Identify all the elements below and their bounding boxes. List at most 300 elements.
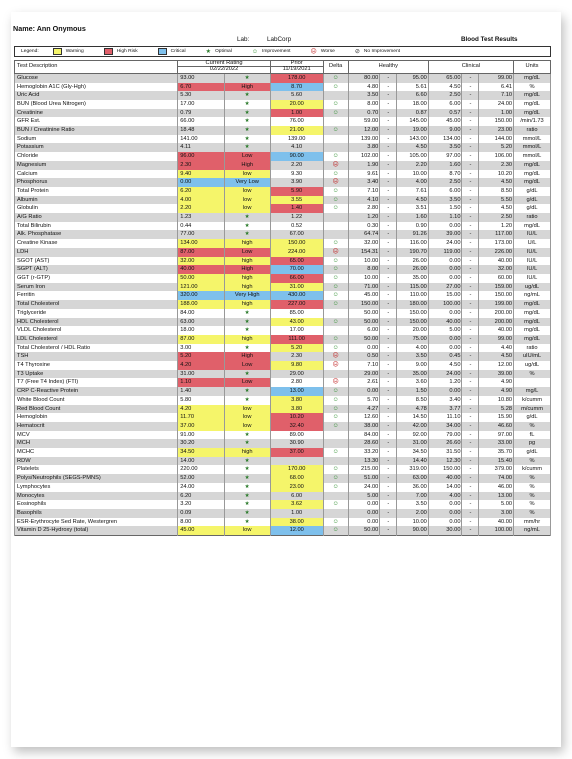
current-value: 134.00	[178, 239, 224, 248]
clinical-low: 27.00	[428, 283, 462, 292]
current-value: 4.00	[178, 196, 224, 205]
clinical-high: 2.30	[479, 161, 514, 170]
clinical-low: 0.00	[428, 265, 462, 274]
healthy-low: 64.74	[348, 230, 380, 239]
units: IU/L	[514, 230, 551, 239]
clinical-high: 40.00	[479, 326, 514, 335]
clinical-high: 32.00	[479, 265, 514, 274]
table-row	[15, 117, 551, 126]
improvement-icon: ☺	[323, 152, 348, 161]
units: m/cumm	[514, 405, 551, 414]
healthy-low: 50.00	[348, 335, 380, 344]
test-name: Glucose	[15, 73, 178, 82]
table-row	[15, 518, 551, 527]
table-row	[15, 291, 551, 300]
col-clinical: Clinical	[428, 61, 513, 74]
table-row	[15, 344, 551, 353]
clinical-high: 13.00	[479, 492, 514, 501]
healthy-low: 8.00	[348, 265, 380, 274]
healthy-high: 3.50	[397, 352, 429, 361]
table-row	[15, 161, 551, 170]
healthy-dash: -	[380, 387, 397, 396]
healthy-dash: -	[380, 474, 397, 483]
clinical-dash: -	[462, 465, 479, 474]
improvement-icon: ☺	[323, 100, 348, 109]
optimal-icon: ★	[224, 135, 270, 144]
clinical-dash: -	[462, 178, 479, 187]
prior-value: 89.00	[270, 431, 323, 440]
table-row	[15, 143, 551, 152]
clinical-dash: -	[462, 378, 479, 387]
healthy-dash: -	[380, 230, 397, 239]
clinical-high: 10.20	[479, 170, 514, 179]
healthy-low: 7.10	[348, 187, 380, 196]
clinical-low: 0.00	[428, 500, 462, 509]
optimal-icon: ★	[224, 387, 270, 396]
clinical-high: 5.28	[479, 405, 514, 414]
clinical-dash: -	[462, 143, 479, 152]
healthy-high: 2.20	[397, 161, 429, 170]
units: uIU/mL	[514, 352, 551, 361]
improvement-icon: ☺	[323, 396, 348, 405]
healthy-low: 12.60	[348, 413, 380, 422]
current-value: 11.70	[178, 413, 224, 422]
units: mg/dL	[514, 335, 551, 344]
test-name: T3 Uptake	[15, 370, 178, 379]
healthy-dash: -	[380, 109, 397, 118]
legend-swatch	[104, 48, 113, 55]
healthy-high: 7.61	[397, 187, 429, 196]
clinical-high: 8.50	[479, 187, 514, 196]
healthy-dash: -	[380, 187, 397, 196]
test-name: Platelets	[15, 465, 178, 474]
report-header	[11, 12, 561, 46]
clinical-high: 4.40	[479, 344, 514, 353]
improvement-icon: ☺	[323, 344, 348, 353]
units: mg/dL	[514, 161, 551, 170]
table-row	[15, 187, 551, 196]
test-name: RDW	[15, 457, 178, 466]
prior-value: 68.00	[270, 474, 323, 483]
clinical-low: 26.60	[428, 439, 462, 448]
clinical-dash: -	[462, 413, 479, 422]
test-name: Albumin	[15, 196, 178, 205]
healthy-dash: -	[380, 326, 397, 335]
healthy-high: 91.26	[397, 230, 429, 239]
clinical-high: 10.80	[479, 396, 514, 405]
healthy-dash: -	[380, 509, 397, 518]
current-value: 17.00	[178, 100, 224, 109]
rating-label: high	[224, 257, 270, 266]
units: mg/dL	[514, 318, 551, 327]
table-row	[15, 283, 551, 292]
optimal-icon: ★	[224, 465, 270, 474]
clinical-low: 4.00	[428, 492, 462, 501]
optimal-icon: ★	[224, 457, 270, 466]
units: mg/dL	[514, 109, 551, 118]
improvement-icon: ☺	[323, 318, 348, 327]
legend-item	[158, 48, 186, 55]
clinical-high: 39.00	[479, 370, 514, 379]
current-value: 4.20	[178, 361, 224, 370]
healthy-low: 5.00	[348, 492, 380, 501]
healthy-high: 143.00	[397, 135, 429, 144]
improvement-icon: ☺	[323, 465, 348, 474]
clinical-dash: -	[462, 526, 479, 535]
prior-value: 8.70	[270, 83, 323, 92]
clinical-low: 3.77	[428, 405, 462, 414]
healthy-high: 4.50	[397, 196, 429, 205]
prior-value: 3.90	[270, 178, 323, 187]
clinical-low: 24.00	[428, 239, 462, 248]
table-row	[15, 170, 551, 179]
clinical-high: 6.41	[479, 83, 514, 92]
current-value: 141.00	[178, 135, 224, 144]
table-row	[15, 422, 551, 431]
healthy-dash: -	[380, 344, 397, 353]
optimal-icon: ★	[224, 500, 270, 509]
healthy-high: 4.00	[397, 178, 429, 187]
healthy-low: 0.50	[348, 352, 380, 361]
healthy-low: 45.00	[348, 291, 380, 300]
rating-label: low	[224, 196, 270, 205]
rating-label: high	[224, 448, 270, 457]
healthy-high: 18.00	[397, 100, 429, 109]
clinical-low: 6.00	[428, 187, 462, 196]
clinical-dash: -	[462, 213, 479, 222]
current-value: 18.48	[178, 126, 224, 135]
delta-cell	[323, 213, 348, 222]
units: pg	[514, 439, 551, 448]
clinical-low: 0.00	[428, 309, 462, 318]
prior-value: 29.00	[270, 370, 323, 379]
delta-cell	[323, 457, 348, 466]
clinical-dash: -	[462, 309, 479, 318]
clinical-dash: -	[462, 91, 479, 100]
healthy-dash: -	[380, 248, 397, 257]
healthy-high: 4.78	[397, 405, 429, 414]
test-name: SGPT (ALT)	[15, 265, 178, 274]
units: mg/dL	[514, 309, 551, 318]
clinical-dash: -	[462, 161, 479, 170]
prior-value: 1.00	[270, 109, 323, 118]
clinical-dash: -	[462, 222, 479, 231]
prior-value: 1.40	[270, 204, 323, 213]
healthy-low: 2.80	[348, 204, 380, 213]
clinical-high: 4.90	[479, 387, 514, 396]
improvement-icon: ☺	[323, 170, 348, 179]
clinical-dash: -	[462, 204, 479, 213]
test-name: Vitamin D 25-Hydroxy (total)	[15, 526, 178, 535]
clinical-low: 14.00	[428, 483, 462, 492]
units: %	[514, 492, 551, 501]
rating-label: low	[224, 526, 270, 535]
prior-value: 17.00	[270, 326, 323, 335]
delta-cell	[323, 143, 348, 152]
units: mmol/L	[514, 143, 551, 152]
current-value: 3.20	[178, 500, 224, 509]
legend-label: High Risk	[116, 49, 138, 54]
clinical-dash: -	[462, 439, 479, 448]
healthy-dash: -	[380, 431, 397, 440]
table-row	[15, 204, 551, 213]
units: mm/hr	[514, 518, 551, 527]
healthy-dash: -	[380, 100, 397, 109]
table-row	[15, 135, 551, 144]
clinical-high: 60.00	[479, 274, 514, 283]
legend-glyph-icon: ⊘	[354, 48, 360, 55]
healthy-high: 26.00	[397, 265, 429, 274]
clinical-dash: -	[462, 431, 479, 440]
healthy-dash: -	[380, 274, 397, 283]
prior-value: 2.20	[270, 161, 323, 170]
clinical-dash: -	[462, 126, 479, 135]
improvement-icon: ☺	[323, 73, 348, 82]
optimal-icon: ★	[224, 100, 270, 109]
healthy-low: 3.80	[348, 143, 380, 152]
table-row	[15, 526, 551, 535]
test-name: Serum Iron	[15, 283, 178, 292]
test-name: Red Blood Count	[15, 405, 178, 414]
current-value: 18.00	[178, 326, 224, 335]
improvement-icon: ☺	[323, 526, 348, 535]
clinical-high: 23.00	[479, 126, 514, 135]
healthy-high: 5.61	[397, 83, 429, 92]
clinical-dash: -	[462, 248, 479, 257]
lab-value: LabCorp	[267, 36, 292, 43]
units: g/dL	[514, 413, 551, 422]
healthy-low: 71.00	[348, 283, 380, 292]
current-value: 0.09	[178, 509, 224, 518]
healthy-dash: -	[380, 457, 397, 466]
test-name: Globulin	[15, 204, 178, 213]
healthy-high: 6.60	[397, 91, 429, 100]
table-row	[15, 387, 551, 396]
rating-label: low	[224, 422, 270, 431]
healthy-high: 2.00	[397, 509, 429, 518]
healthy-high: 190.70	[397, 248, 429, 257]
units: ratio	[514, 213, 551, 222]
col-prior: Prior	[270, 61, 323, 67]
healthy-dash: -	[380, 213, 397, 222]
current-value: 3.00	[178, 344, 224, 353]
rating-label: Low	[224, 378, 270, 387]
delta-cell	[323, 326, 348, 335]
legend-label: No Improvement	[363, 49, 401, 54]
prior-value: 30.90	[270, 439, 323, 448]
rating-label: low	[224, 187, 270, 196]
table-row	[15, 126, 551, 135]
test-name: ESR-Erythrocyte Sed Rate, Westergren	[15, 518, 178, 527]
table-row	[15, 230, 551, 239]
prior-value: 3.80	[270, 405, 323, 414]
prior-value: 430.00	[270, 291, 323, 300]
units: g/dL	[514, 204, 551, 213]
healthy-high: 180.00	[397, 300, 429, 309]
healthy-dash: -	[380, 361, 397, 370]
units: mg/dL	[514, 178, 551, 187]
test-name: Uric Acid	[15, 91, 178, 100]
improvement-icon: ☺	[323, 196, 348, 205]
optimal-icon: ★	[224, 474, 270, 483]
legend-label: Warning	[65, 49, 84, 54]
prior-value: 227.00	[270, 300, 323, 309]
clinical-dash: -	[462, 274, 479, 283]
rating-label: high	[224, 274, 270, 283]
table-row	[15, 265, 551, 274]
prior-value: 9.30	[270, 170, 323, 179]
clinical-high: 99.00	[479, 73, 514, 82]
prior-value: 76.00	[270, 117, 323, 126]
current-value: 52.00	[178, 474, 224, 483]
legend-label: Critical	[170, 49, 186, 54]
clinical-high: 4.50	[479, 178, 514, 187]
legend-label: Improvement	[262, 49, 291, 54]
prior-value: 1.22	[270, 213, 323, 222]
rating-label: low	[224, 170, 270, 179]
clinical-low: 45.00	[428, 117, 462, 126]
current-value: 77.00	[178, 230, 224, 239]
test-name: Polys/Neutrophils (SEGS-PMNS)	[15, 474, 178, 483]
current-value: 0.44	[178, 222, 224, 231]
clinical-low: 1.10	[428, 213, 462, 222]
test-name: Lymphocytes	[15, 483, 178, 492]
optimal-icon: ★	[224, 518, 270, 527]
clinical-dash: -	[462, 370, 479, 379]
healthy-dash: -	[380, 422, 397, 431]
delta-cell	[323, 91, 348, 100]
current-value: 6.20	[178, 187, 224, 196]
prior-value: 178.00	[270, 73, 323, 82]
clinical-low: 3.40	[428, 396, 462, 405]
optimal-icon: ★	[224, 492, 270, 501]
clinical-dash: -	[462, 492, 479, 501]
clinical-high: 40.00	[479, 518, 514, 527]
clinical-high: 15.40	[479, 457, 514, 466]
clinical-dash: -	[462, 300, 479, 309]
legend-swatch	[158, 48, 167, 55]
rating-label: High	[224, 161, 270, 170]
table-row	[15, 413, 551, 422]
current-value: 220.00	[178, 465, 224, 474]
rating-label: Low	[224, 152, 270, 161]
units: ng/mL	[514, 291, 551, 300]
clinical-high: 97.00	[479, 431, 514, 440]
test-name: BUN (Blood Urea Nitrogen)	[15, 100, 178, 109]
test-name: MCV	[15, 431, 178, 440]
table-row	[15, 483, 551, 492]
current-value: 45.00	[178, 526, 224, 535]
healthy-low: 1.20	[348, 213, 380, 222]
healthy-high: 4.00	[397, 344, 429, 353]
healthy-high: 150.00	[397, 318, 429, 327]
healthy-high: 10.00	[397, 170, 429, 179]
prior-value: 3.55	[270, 196, 323, 205]
healthy-low: 50.00	[348, 526, 380, 535]
delta-cell	[323, 370, 348, 379]
healthy-dash: -	[380, 178, 397, 187]
improvement-icon: ☺	[323, 257, 348, 266]
clinical-high: 106.00	[479, 152, 514, 161]
healthy-low: 3.40	[348, 178, 380, 187]
clinical-low: 100.00	[428, 300, 462, 309]
rating-label: High	[224, 83, 270, 92]
worse-icon: ☹	[323, 378, 348, 387]
delta-cell	[323, 230, 348, 239]
healthy-low: 0.00	[348, 509, 380, 518]
healthy-low: 28.60	[348, 439, 380, 448]
clinical-dash: -	[462, 352, 479, 361]
healthy-dash: -	[380, 318, 397, 327]
current-value: 2.20	[178, 204, 224, 213]
clinical-low: 4.50	[428, 361, 462, 370]
optimal-icon: ★	[224, 396, 270, 405]
clinical-dash: -	[462, 187, 479, 196]
improvement-icon: ☺	[323, 204, 348, 213]
delta-cell	[323, 509, 348, 518]
optimal-icon: ★	[224, 509, 270, 518]
table-row	[15, 326, 551, 335]
improvement-icon: ☺	[323, 126, 348, 135]
clinical-low: 134.00	[428, 135, 462, 144]
units: ug/dL	[514, 361, 551, 370]
improvement-icon: ☺	[323, 518, 348, 527]
units: ng/mL	[514, 526, 551, 535]
healthy-low: 50.00	[348, 318, 380, 327]
test-name: Total Cholesterol / HDL Ratio	[15, 344, 178, 353]
clinical-dash: -	[462, 291, 479, 300]
current-value: 8.00	[178, 518, 224, 527]
clinical-high: 46.00	[479, 483, 514, 492]
clinical-dash: -	[462, 422, 479, 431]
healthy-dash: -	[380, 239, 397, 248]
clinical-low: 30.00	[428, 526, 462, 535]
col-prior-date: 11/19/2021	[270, 67, 323, 73]
table-row	[15, 448, 551, 457]
clinical-high: 199.00	[479, 300, 514, 309]
healthy-low: 0.00	[348, 344, 380, 353]
healthy-dash: -	[380, 161, 397, 170]
clinical-high: 5.00	[479, 500, 514, 509]
clinical-dash: -	[462, 152, 479, 161]
prior-value: 5.60	[270, 91, 323, 100]
worse-icon: ☹	[323, 361, 348, 370]
report-title: Blood Test Results	[461, 36, 518, 43]
healthy-low: 154.31	[348, 248, 380, 257]
prior-value: 5.20	[270, 344, 323, 353]
current-value: 6.70	[178, 83, 224, 92]
clinical-dash: -	[462, 518, 479, 527]
rating-label: High	[224, 352, 270, 361]
healthy-dash: -	[380, 152, 397, 161]
test-name: Potassium	[15, 143, 178, 152]
test-name: MCHC	[15, 448, 178, 457]
clinical-dash: -	[462, 474, 479, 483]
healthy-dash: -	[380, 518, 397, 527]
test-name: Eosinophils	[15, 500, 178, 509]
healthy-dash: -	[380, 257, 397, 266]
clinical-high: 144.00	[479, 135, 514, 144]
clinical-dash: -	[462, 109, 479, 118]
prior-value: 1.00	[270, 509, 323, 518]
units	[514, 378, 551, 387]
optimal-icon: ★	[224, 222, 270, 231]
table-row	[15, 213, 551, 222]
healthy-dash: -	[380, 465, 397, 474]
rating-label: high	[224, 239, 270, 248]
current-value: 50.00	[178, 274, 224, 283]
current-value: 24.00	[178, 483, 224, 492]
